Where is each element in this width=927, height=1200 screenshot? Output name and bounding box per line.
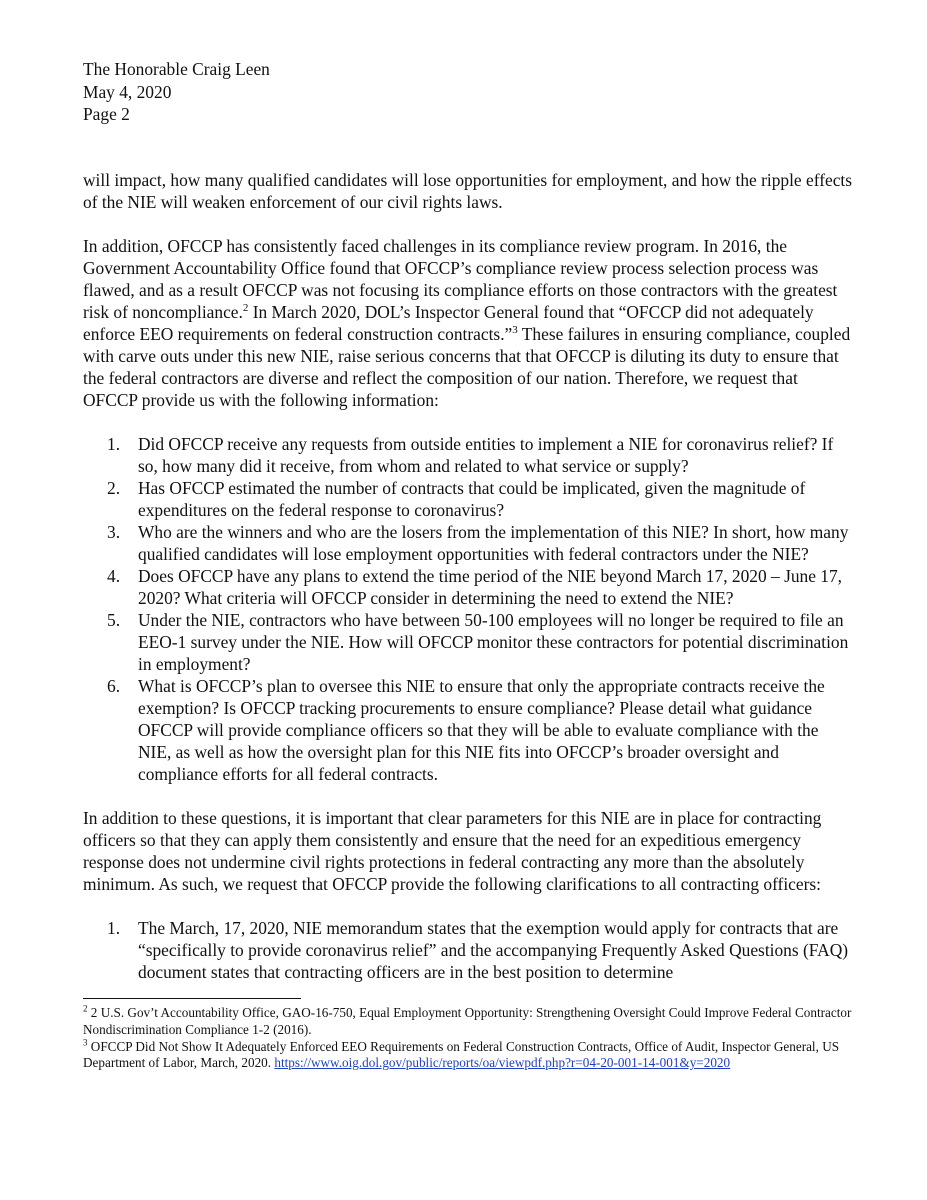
- footnote-text: OFCCP Did Not Show It Adequately Enforced EEO Requirements on Federal Construction Contracts, Office of Audit, Inspector General, US Department of Labor, March, 2020.: [83, 1038, 840, 1071]
- footnote-marker: 3: [83, 1037, 88, 1048]
- footnote-link[interactable]: https://www.oig.dol.gov/public/reports/oa/viewpdf.php?r=04-20-001-14-001&y=2020: [274, 1055, 731, 1071]
- page-number-line: Page 2: [83, 104, 130, 124]
- clarifications-list: [83, 917, 853, 983]
- paragraph-text: In addition, OFCCP has consistently faced challenges in its compliance review program. In 2016, the Government Accountability Office found that OFCCP’s compliance review process selection process was flawed, and as a result OFCCP was not focusing its compliance efforts on those contractors with the greatest risk of noncompliance.: [83, 236, 838, 322]
- date-line: May 4, 2020: [83, 81, 172, 102]
- list-item-text: Did OFCCP receive any requests from outside entities to implement a NIE for coronavirus relief? If so, how many did it receive, from whom and related to what service or supply?: [138, 434, 834, 476]
- footnote-ref-2[interactable]: 2: [242, 302, 249, 315]
- footnote-3: [83, 1039, 853, 1073]
- paragraph-clarifications-intro: In addition to these questions, it is important that clear parameters for this NIE are in place for contracting officers so that they can apply them consistently and ensure that the need for an expeditious emergency response does not undermine civil rights protections in federal contracting any more than the absolutely minimum. As such, we request that OFCCP provide the following clarifications to all contracting officers:: [83, 808, 822, 894]
- footnote-2: [83, 1005, 853, 1039]
- list-item-text: Has OFCCP estimated the number of contracts that could be implicated, given the magnitude of expenditures on the federal response to coronavirus?: [138, 478, 806, 520]
- list-item-number: 6.: [107, 676, 121, 696]
- paragraph-text: These failures in ensuring compliance, coupled with carve outs under this new NIE, raise serious concerns that that OFCCP is diluting its duty to ensure that the federal contractors are diverse and reflect the composition of our nation. Therefore, we request that OFCCP provide us with the following information:: [83, 324, 851, 410]
- list-item-number: 2.: [107, 478, 121, 498]
- list-item-text: Does OFCCP have any plans to extend the time period of the NIE beyond March 17, 2020 – June 17, 2020? What criteria will OFCCP consider in determining the need to extend the NIE?: [138, 566, 843, 608]
- list-item-number: 1.: [107, 434, 121, 454]
- footnote-separator: [83, 998, 301, 999]
- footnote-ref-3[interactable]: 3: [512, 324, 518, 337]
- list-item: [83, 565, 853, 609]
- list-item-text: What is OFCCP’s plan to oversee this NIE to ensure that only the appropriate contracts receive the exemption? Is OFCCP tracking procurements to ensure compliance? Please detail what guidance OFCCP will provide compliance officers so that they will be able to evaluate compliance with the NIE, as well as how the oversight plan for this NIE fits into OFCCP’s broader oversight and compliance efforts for all federal contracts.: [138, 676, 825, 784]
- footnotes: [83, 1005, 853, 1072]
- questions-list: [83, 433, 853, 785]
- list-item: [83, 433, 853, 477]
- list-item-number: 5.: [107, 610, 121, 630]
- list-item-number: 3.: [107, 522, 121, 542]
- letter-body: [83, 169, 853, 1005]
- list-item: [83, 609, 853, 675]
- list-item-text: Who are the winners and who are the losers from the implementation of this NIE? In short, how many qualified candidates will lose employment opportunities with federal contractors under the NIE?: [138, 522, 849, 564]
- footnote-text: 2 U.S. Gov’t Accountability Office, GAO-16-750, Equal Employment Opportunity: Strengthening Oversight Could Improve Federal Contractor Nondiscrimination Compliance 1-2 (2016).: [83, 1005, 852, 1037]
- paragraph-continuation: will impact, how many qualified candidates will lose opportunities for employment, and how the ripple effects of the NIE will weaken enforcement of our civil rights laws.: [83, 170, 853, 212]
- list-item: [83, 521, 853, 565]
- list-item-number: 1.: [107, 918, 121, 938]
- paragraph-text: In March 2020, DOL’s Inspector General found that “OFCCP did not adequately enforce EEO requirements on federal construction contracts.”: [83, 302, 814, 344]
- recipient-line: The Honorable Craig Leen: [83, 59, 270, 79]
- list-item: [83, 477, 853, 521]
- list-item-number: 4.: [107, 566, 121, 586]
- paragraph-compliance-challenges: [83, 235, 853, 411]
- list-item: [83, 917, 853, 983]
- list-item: [83, 675, 853, 785]
- list-item-text: The March, 17, 2020, NIE memorandum states that the exemption would apply for contracts that are “specifically to provide coronavirus relief” and the accompanying Frequently Asked Questions (FAQ) document states that contracting officers are in the best position to determine: [138, 918, 849, 982]
- list-item-text: Under the NIE, contractors who have between 50-100 employees will no longer be required to file an EEO-1 survey under the NIE. How will OFCCP monitor these contractors for potential discrimination in employment?: [138, 610, 849, 674]
- letter-header: [83, 58, 270, 126]
- footnote-marker: 2: [83, 1003, 88, 1014]
